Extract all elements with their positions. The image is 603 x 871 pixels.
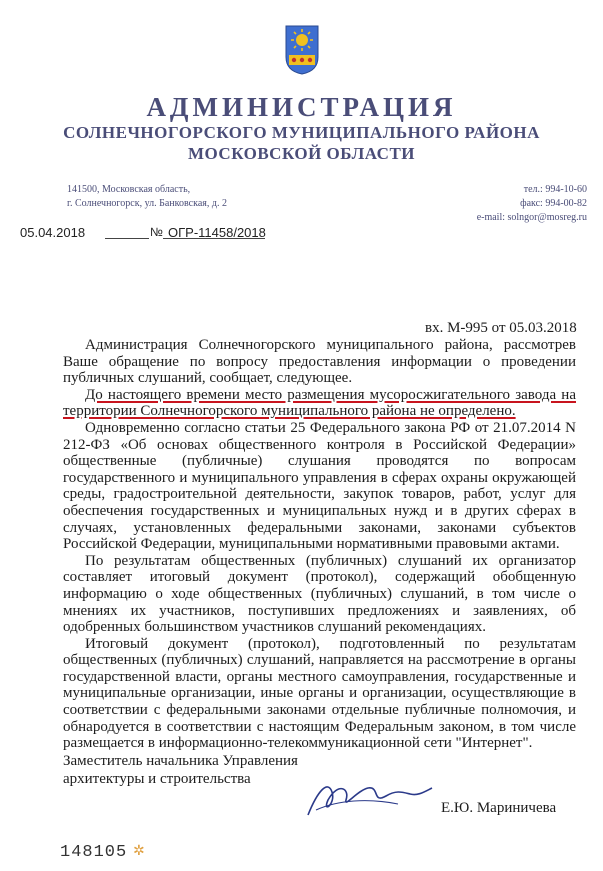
handwritten-signature [298,770,438,830]
email: e-mail: solngor@mosreg.ru [476,212,587,223]
paragraph-final-document: Итоговый документ (протокол), подготовленный по результатам общественных (публичных) слушаний, направляется на рассмотрение в органы государственной власти, органы местного самоуправления, государственные и муниципальные организации, иные органы и организации, осуществляющие в соответствии с федеральными законами отдельные публичные полномочия, и обнародуется в соответствии с настоящим Федеральным законом, в том числе размещается в информационно-телекоммуникационной сети "Интернет". [63,635,576,752]
paragraph-highlighted [63,387,576,420]
highlighted-statement: До настоящего времени место размещения мусоросжигательного завода на территории Солнечногорского муниципального района не определено. [63,386,576,420]
registration-underline [105,238,149,239]
coat-of-arms-icon [285,25,319,75]
address-line2: г. Солнечногорск, ул. Банковская, д. 2 [67,198,227,209]
stamp-mark-icon: ✲ [133,844,145,859]
registration-number-label: № [150,225,163,239]
incoming-reference: вх. М-995 от 05.03.2018 [425,320,577,336]
letter-body [63,337,576,752]
organization-subtitle-line2: МОСКОВСКОЙ ОБЛАСТИ [187,144,416,163]
paragraph-hearing-results: По результатам общественных (публичных) слушаний их организатор составляет итоговый документ (протокол), содержащий обобщенную информацию о ходе общественных (публичных) слушаний, в том числе о мнениях их участников, поступивших предложениях и заявлениях, об одобренных большинством участников слушаний рекомендациях. [63,552,576,636]
signatory-position-line1: Заместитель начальника Управления [63,753,298,769]
contact-info [477,183,587,225]
paragraph-request: Администрация Солнечногорского муниципального района, рассмотрев Ваше обращение по вопросу предоставления информации о проведении публичных слушаний, сообщает, следующее. [63,337,576,387]
organization-title: АДМИНИСТРАЦИЯ [146,92,457,122]
registration-number: ОГР-11458/2018 [168,225,266,240]
signatory-position-line2: архитектуры и строительства [63,771,251,787]
phone: тел.: 994-10-60 [523,184,587,195]
document-stamp-number: 148105 [60,843,128,862]
signatory-position [63,752,298,788]
address-line1: 141500, Московская область, [67,184,191,195]
fax: факс: 994-00-82 [520,198,587,209]
signatory-name: Е.Ю. Мариничева [441,800,557,816]
registration-number-underline [163,238,265,239]
registration-date: 05.04.2018 [20,225,86,240]
organization-subtitle-line1: СОЛНЕЧНОГОРСКОГО МУНИЦИПАЛЬНОГО РАЙОНА [63,123,540,142]
paragraph-law-reference: Одновременно согласно статьи 25 Федерального закона РФ от 21.07.2014 N 212-ФЗ «Об основах общественного контроля в Российской Федерации» общественные (публичные) слушания проводятся по вопросам государственного и муниципального управления в сферах охраны окружающей среды, градостроительной деятельности, закупок товаров, работ, услуг для обеспечения государственных и муниципальных нужд и в других сферах в случаях, установленных федеральными законами, законами субъектов Российской Федерации, муниципальными нормативными правовыми актами. [63,419,576,553]
postal-address [67,183,227,211]
